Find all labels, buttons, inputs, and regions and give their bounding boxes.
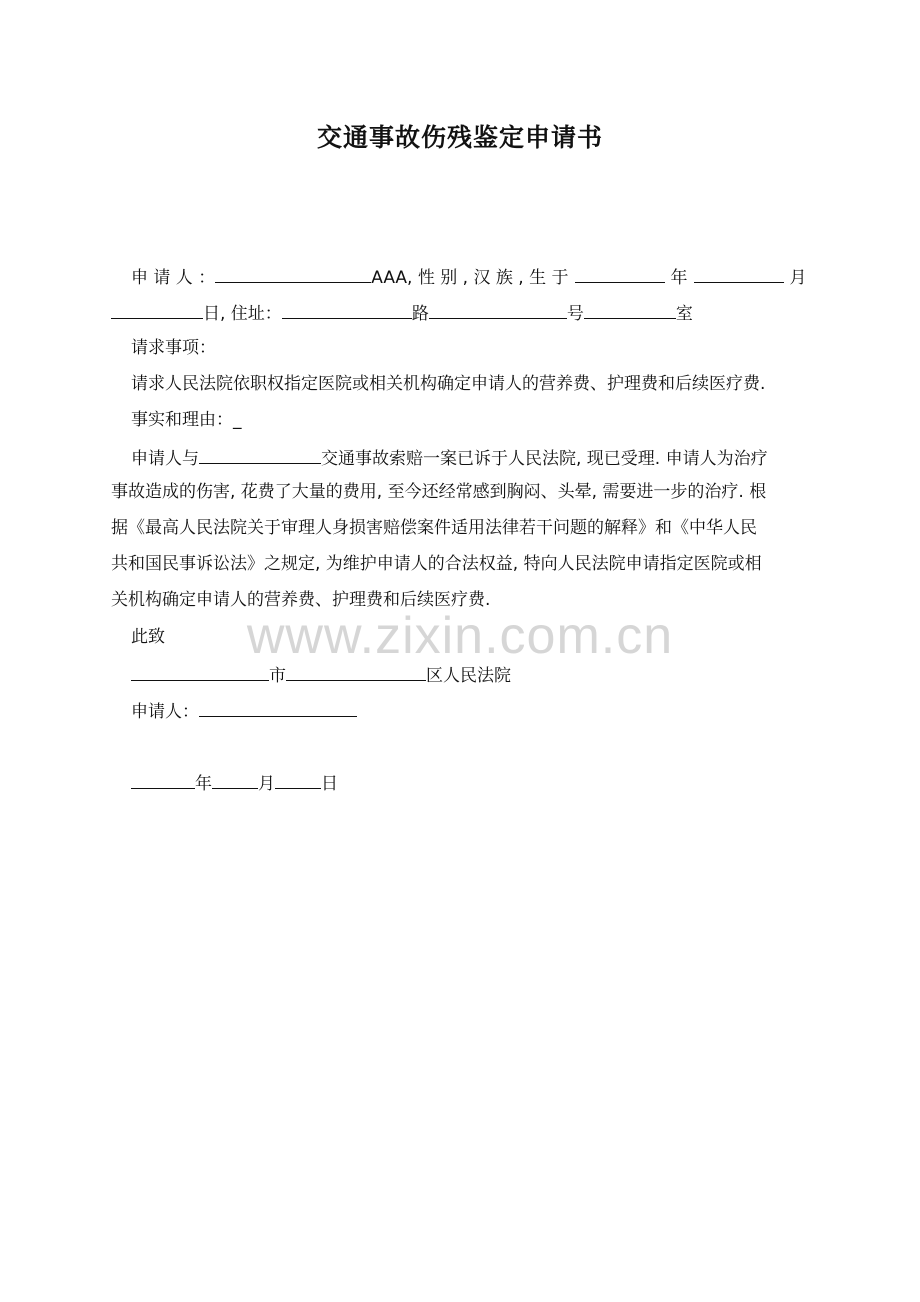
date-day-label: 日 [321, 774, 338, 794]
year-label: 年 [670, 268, 688, 288]
date-month-blank [212, 770, 258, 789]
number-label: 号 [566, 304, 584, 324]
signature-line [131, 698, 357, 723]
facts-line-4: 共和国民事诉讼法》之规定, 为维护申请人的合法权益, 特向人民法院申请指定医院或相 [111, 554, 762, 574]
facts-heading: 事实和理由：_ [131, 410, 242, 430]
address-line [111, 300, 693, 325]
applicant-info: AAA, 性 别 , 汉 族 , 生 于 [371, 268, 569, 288]
defendant-blank [199, 445, 321, 464]
road-number-blank [429, 300, 567, 319]
applicant-label: 申 请 人 ： [131, 268, 216, 288]
city-label: 市 [269, 666, 286, 686]
date-month-label: 月 [258, 774, 275, 794]
district-court-label: 区人民法院 [426, 666, 511, 686]
signature-blank [199, 698, 357, 717]
facts-line-3: 据《最高人民法院关于审理人身损害赔偿案件适用法律若干问题的解释》和《中华人民 [111, 518, 757, 538]
facts-line-5: 关机构确定申请人的营养费、护理费和后续医疗费. [111, 590, 491, 610]
salutation: 此致 [131, 627, 165, 647]
month-label: 月 [789, 268, 807, 288]
date-year-label: 年 [195, 774, 212, 794]
applicant-line [131, 264, 807, 289]
request-body: 请求人民法院依职权指定医院或相关机构确定申请人的营养费、护理费和后续医疗费. [131, 374, 766, 394]
document-title: 交通事故伤残鉴定申请书 [316, 123, 603, 152]
day-address-label: 日, 住址： [203, 304, 282, 324]
date-day-blank [275, 770, 321, 789]
facts-line-2: 事故造成的伤害, 花费了大量的费用, 至今还经常感到胸闷、头晕, 需要进一步的治疗. 根 [111, 482, 767, 502]
date-year-blank [131, 770, 195, 789]
applicant-name-blank [215, 264, 371, 283]
facts-line-1 [131, 445, 768, 470]
birth-day-blank [111, 300, 203, 319]
room-label: 室 [675, 304, 693, 324]
room-blank [584, 300, 676, 319]
facts-line-1-prefix: 申请人与 [131, 449, 199, 469]
road-label: 路 [411, 304, 429, 324]
watermark: www.zixin.com.cn [246, 607, 674, 665]
birth-month-blank [694, 264, 784, 283]
facts-line-1-suffix: 交通事故索赔一案已诉于人民法院, 现已受理. 申请人为治疗 [321, 449, 768, 469]
request-heading: 请求事项： [131, 338, 216, 358]
address-blank [282, 300, 412, 319]
date-line [131, 770, 338, 795]
signature-label: 申请人： [131, 702, 199, 722]
birth-year-blank [575, 264, 665, 283]
